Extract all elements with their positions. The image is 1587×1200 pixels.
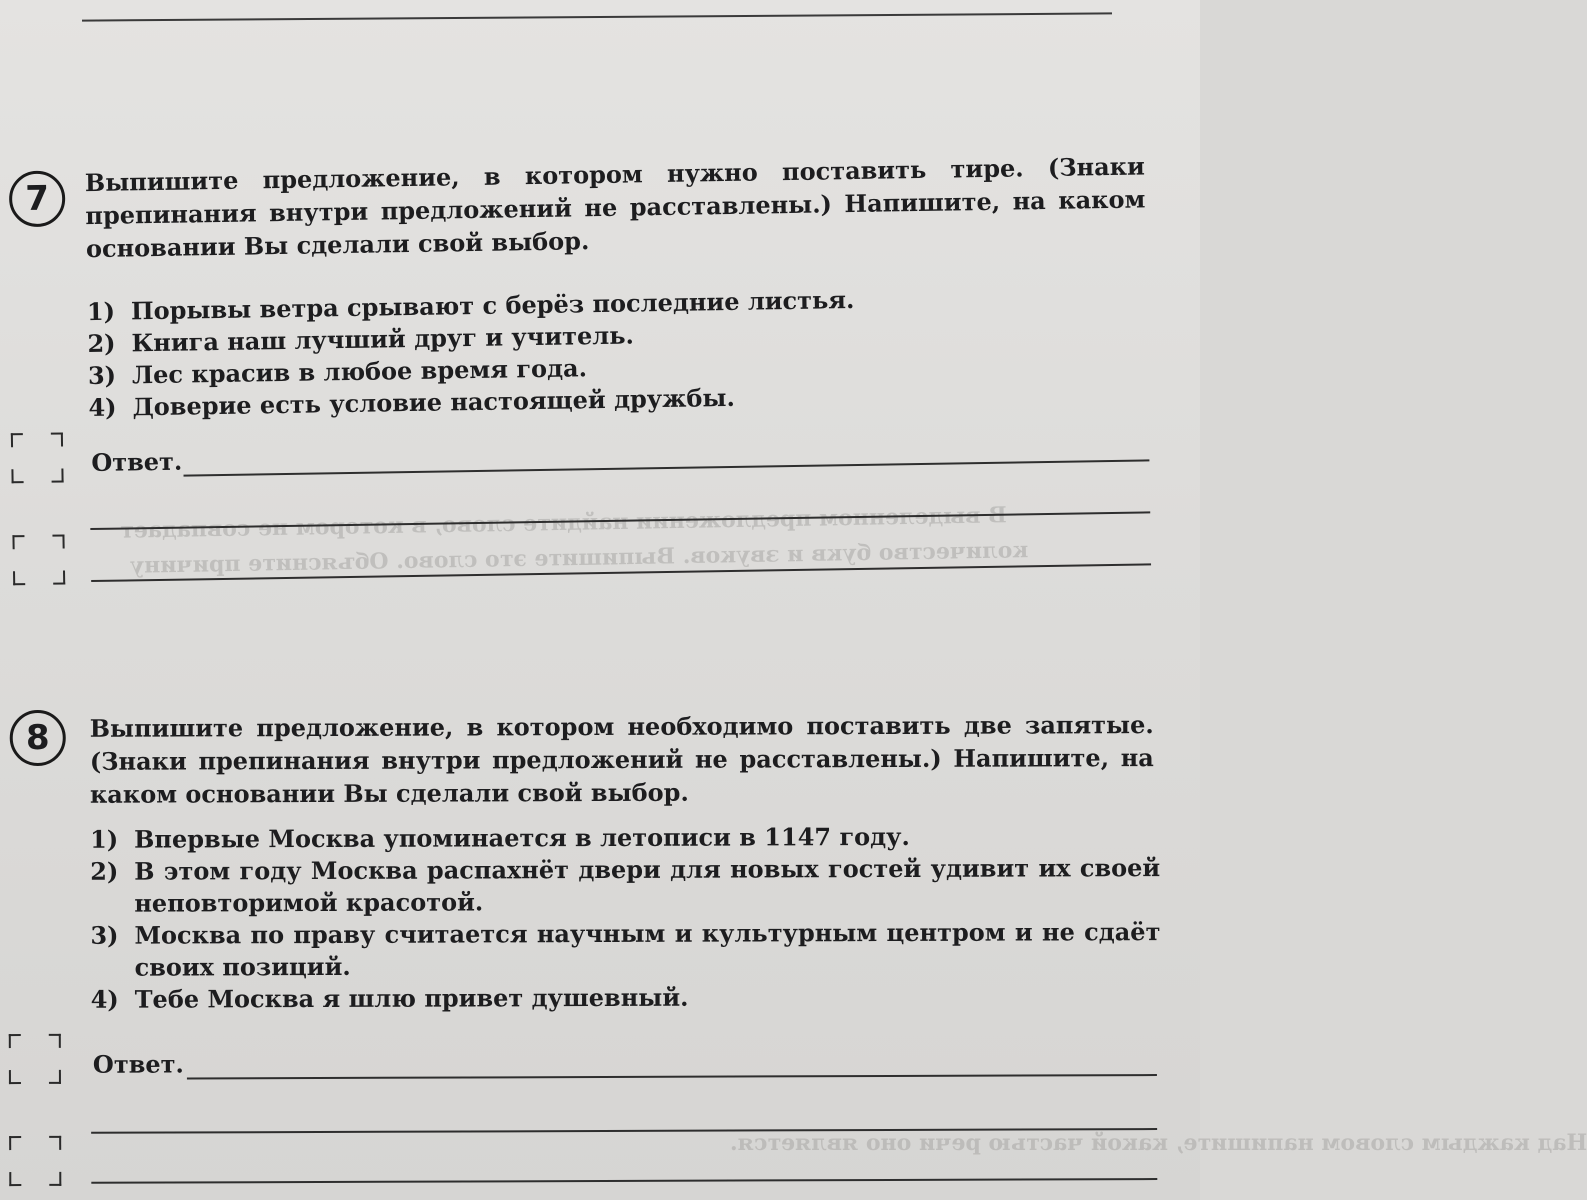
- option-number: 1): [90, 824, 119, 854]
- score-box-bracket: [9, 1136, 61, 1186]
- task-7: [0, 139, 1198, 478]
- option-number: 3): [87, 360, 117, 391]
- bleed-through-text: количество букв и звуков. Выпишите это слово. Объясните причину: [129, 537, 1029, 579]
- score-box-bracket: [11, 432, 64, 483]
- task-number-badge: 8: [10, 710, 66, 766]
- task-question: Выпишите предложение, в котором необходимо поставить две запятые. (Знаки препинания внутри предложений не расставлены.) Напишите, на каком основании Вы сделали свой выбор.: [89, 710, 1154, 809]
- option-number: 4): [88, 392, 117, 423]
- option-text: Книга наш лучший друг и учитель.: [131, 320, 635, 358]
- option-item: [90, 820, 1160, 856]
- option-number: 2): [87, 328, 116, 359]
- option-number: 3): [90, 920, 119, 950]
- options-list: [90, 820, 1161, 1016]
- option-number: 2): [90, 856, 119, 886]
- bleed-through-text: Над каждым словом напишите, какой частью речи оно является.: [730, 1130, 1587, 1156]
- answer-line[interactable]: [91, 1178, 1157, 1184]
- answer-line[interactable]: [184, 459, 1150, 476]
- option-text: Впервые Москва упоминается в летописи в 1147 году.: [134, 821, 910, 854]
- bleed-through-text: В выделенном предложении найдите слово, в котором не совпадает: [119, 502, 1007, 544]
- task-question: Выпишите предложение, в котором нужно поставить тире. (Знаки препинания внутри предложений не расставлены.) Напишите, на каком основании Вы сделали свой выбор.: [84, 151, 1146, 264]
- option-text: Лес красив в любое время года.: [131, 353, 588, 390]
- option-item: [90, 852, 1160, 920]
- option-text: Порывы ветра срывают с берёз последние листья.: [130, 285, 855, 326]
- option-text: Доверие есть условие настоящей дружбы.: [132, 382, 736, 422]
- option-number: 4): [90, 984, 119, 1014]
- top-answer-line: [82, 12, 1112, 21]
- answer-label: Ответ.: [92, 1049, 184, 1079]
- options-list: [87, 279, 1159, 424]
- task-number-badge: 7: [9, 170, 66, 227]
- task-8: [0, 706, 1200, 1079]
- option-item: [90, 916, 1160, 984]
- option-number: 1): [86, 296, 116, 327]
- option-text: В этом году Москва распахнёт двери для новых гостей удивит их своей неповторимой красотой.: [134, 853, 1161, 918]
- option-item: [91, 980, 1161, 1016]
- option-text: Тебе Москва я шлю привет душевный.: [134, 982, 689, 1014]
- score-box-bracket: [9, 1034, 61, 1084]
- answer-line[interactable]: [187, 1074, 1157, 1079]
- option-text: Москва по праву считается научным и культурным центром и не сдаёт своих позиций.: [134, 917, 1161, 982]
- answer-label: Ответ.: [91, 446, 183, 478]
- score-box-bracket: [12, 534, 65, 585]
